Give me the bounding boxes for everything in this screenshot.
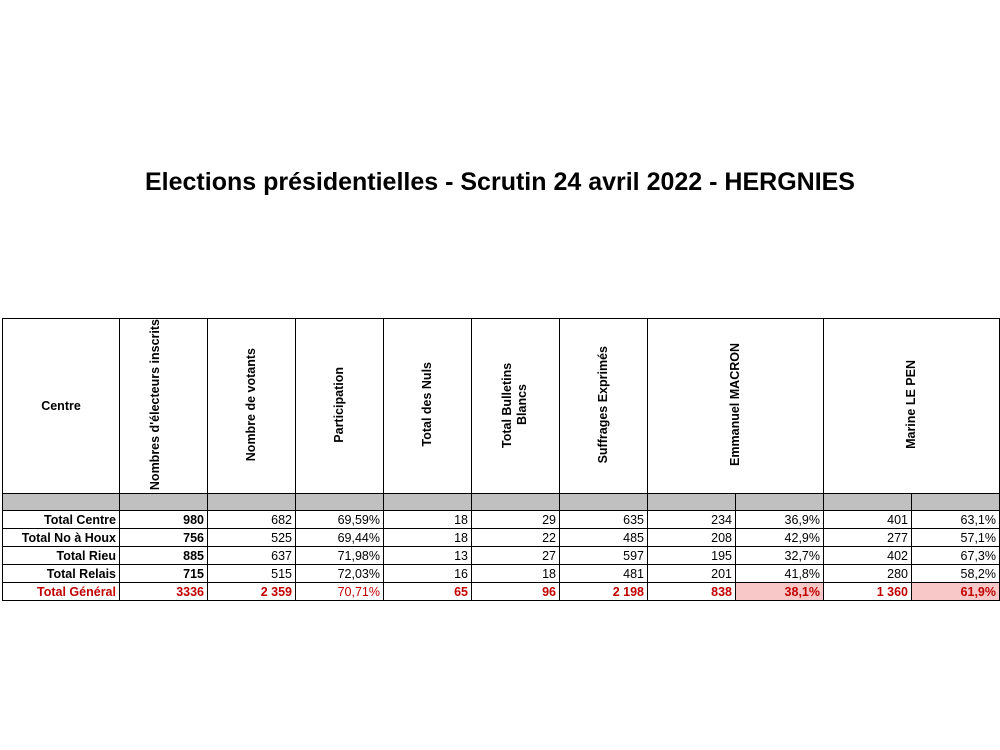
header-macron: Emmanuel MACRON [648, 319, 824, 494]
header-blancs: Total Bulletins Blancs [472, 319, 560, 494]
table-row: Total Rieu 885 637 71,98% 13 27 597 195 32,7% 402 67,3% [3, 547, 1000, 565]
header-exprimes: Suffrages Exprimés [560, 319, 648, 494]
header-participation: Participation [296, 319, 384, 494]
header-row [3, 319, 1000, 494]
header-nuls: Total des Nuls [384, 319, 472, 494]
gray-row [3, 494, 1000, 511]
table-row: Total Relais 715 515 72,03% 16 18 481 201 41,8% 280 58,2% [3, 565, 1000, 583]
header-lepen: Marine LE PEN [824, 319, 1000, 494]
page-title: Elections présidentielles - Scrutin 24 avril 2022 - HERGNIES [145, 168, 855, 196]
table-row: Total Centre 980 682 69,59% 18 29 635 234 36,9% 401 63,1% [3, 511, 1000, 529]
header-centre: Centre [3, 319, 120, 494]
header-votants: Nombre de votants [208, 319, 296, 494]
table-row: Total No à Houx 756 525 69,44% 18 22 485 208 42,9% 277 57,1% [3, 529, 1000, 547]
results-table [2, 318, 1000, 601]
header-inscrits: Nombres d'électeurs inscrits [120, 319, 208, 494]
total-row: Total Général 3336 2 359 70,71% 65 96 2 198 838 38,1% 1 360 61,9% [3, 583, 1000, 601]
